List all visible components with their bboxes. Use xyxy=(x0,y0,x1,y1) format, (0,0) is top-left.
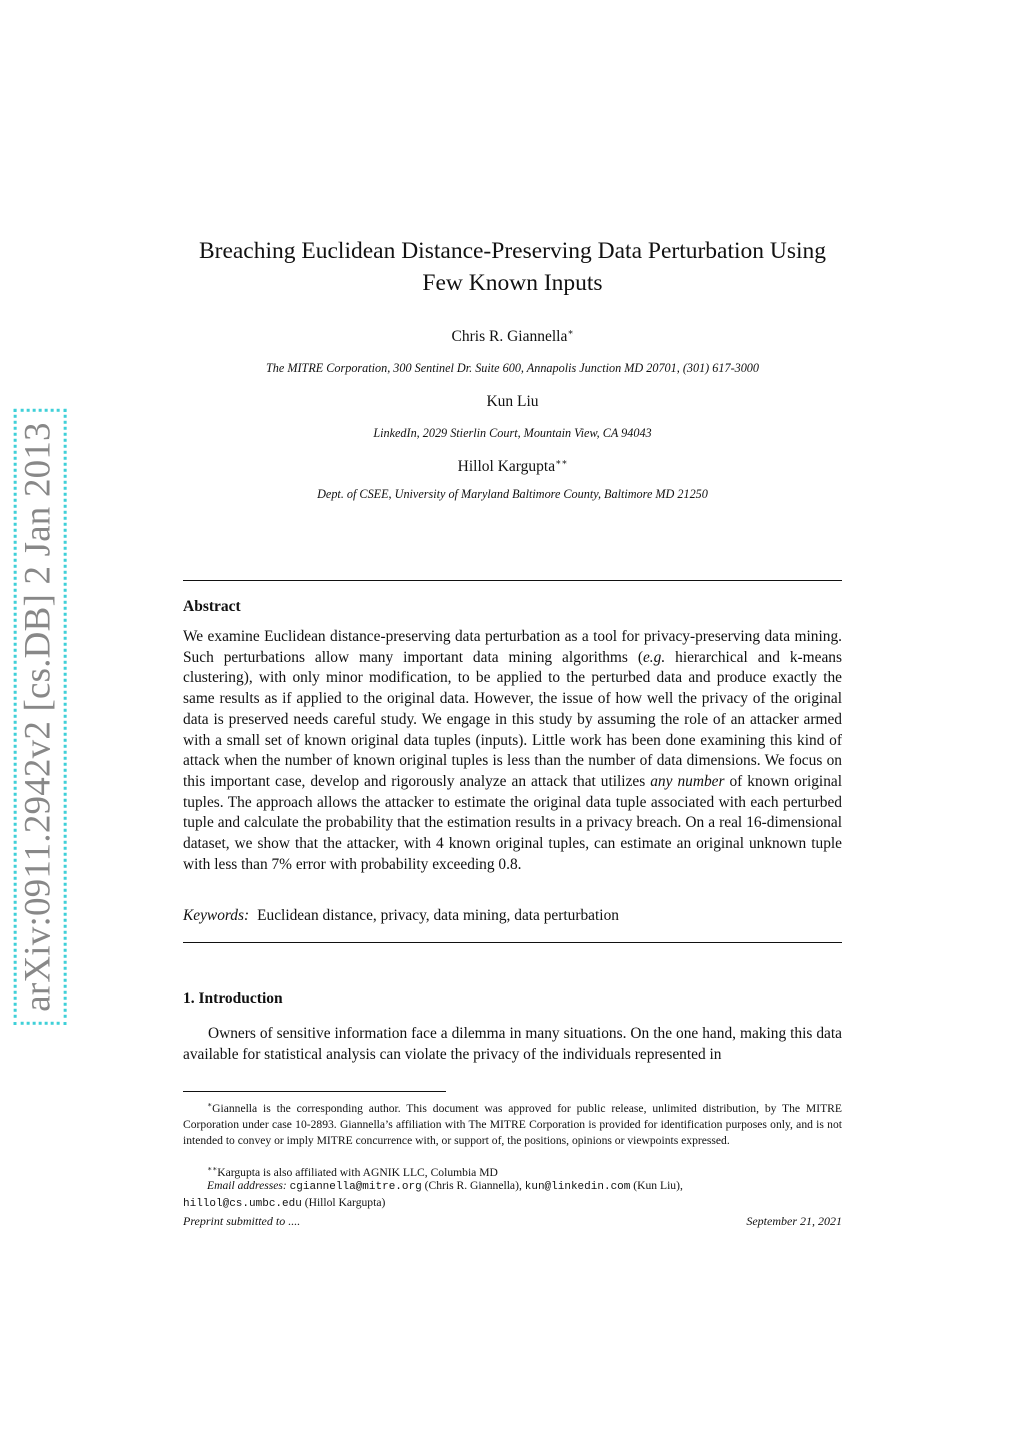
arxiv-stamp[interactable]: arXiv:0911.2942v2 [cs.DB] 2 Jan 2013 xyxy=(14,409,67,1025)
preprint-note: Preprint submitted to .... xyxy=(183,1214,301,1228)
footnote-1 xyxy=(183,1097,842,1149)
footnote-2-mark: ∗∗ xyxy=(207,1164,218,1173)
author-3-name: Hillol Kargupta xyxy=(457,458,556,476)
abstract-eg: e.g. xyxy=(642,648,666,666)
author-2-affiliation: LinkedIn, 2029 Stierlin Court, Mountain View, CA 94043 xyxy=(373,426,652,440)
arxiv-stamp-container xyxy=(12,422,68,1012)
footnote-1-text: Giannella is the corresponding author. This document was approved for public release, unlimited distribution, by The MITRE Corporation under case 10-2893. Giannella’s affiliation with The MITRE Corporation is provided for identification purposes only, and is not intended to convey or imply MITRE concurrence with, or support of, the positions, opinions or viewpoints expressed. xyxy=(183,1101,842,1147)
title-line-1: Breaching Euclidean Distance-Preserving Data Perturbation Using xyxy=(198,238,827,264)
abstract-part-3: of known original tuples. The approach allows the attacker to estimate the original data tuple associated with each perturbed tuple and calculate the probability that the estimation results in a privacy breach. On a real 16-dimensional dataset, we show that the attacker, with 4 known original tuples, can estimate an original unknown tuple with less than 7% error with probability exceeding 0.8. xyxy=(183,772,843,873)
section-heading-introduction: 1. Introduction xyxy=(183,990,283,1007)
author-3 xyxy=(183,457,842,476)
keywords-text: Euclidean distance, privacy, data mining, data perturbation xyxy=(257,907,619,924)
author-1-name: Chris R. Giannella xyxy=(451,328,568,346)
author-1-mark: ∗ xyxy=(567,327,574,337)
abstract-part-2: hierarchical and k-means clustering), with only minor modification, to be applied to the perturbed data and produce exactly the same results as if applied to the original data. However, the issue of how well the privacy of the original data is preserved needs careful study. We engage in this study by assuming the role of an attacker armed with a small set of known original data tuples (inputs). Little work has been done examining this kind of attack when the number of known original tuples is less than the number of data dimensions. We focus on this important case, develop and rigorously analyze an attack that utilizes xyxy=(183,648,842,790)
email-liu[interactable]: kun@linkedin.com xyxy=(524,1181,631,1193)
author-3-mark: ∗∗ xyxy=(555,457,568,467)
introduction-text: Owners of sensitive information face a dilemma in many situations. On the one hand, making this data available for statistical analysis can violate the privacy of the individuals represented in xyxy=(183,1025,842,1063)
email-giannella[interactable]: cgiannella@mitre.org xyxy=(289,1181,422,1193)
abstract-part-1: We examine Euclidean distance-preserving data perturbation as a tool for privacy-preserving data mining. Such perturbations allow many important data mining algorithms ( xyxy=(183,628,842,666)
footnote-1-mark: ∗ xyxy=(207,1100,213,1109)
keywords xyxy=(183,907,619,925)
email-giannella-name: (Chris R. Giannella), xyxy=(421,1179,525,1192)
title-line-2: Few Known Inputs xyxy=(422,270,603,296)
email-label: Email addresses: xyxy=(207,1179,287,1192)
abstract-bottom-rule xyxy=(183,942,842,943)
email-kargupta[interactable]: hillol@cs.umbc.edu xyxy=(183,1198,302,1210)
author-3-affiliation: Dept. of CSEE, University of Maryland Baltimore County, Baltimore MD 21250 xyxy=(317,487,708,501)
author-2 xyxy=(183,393,842,411)
author-2-name: Kun Liu xyxy=(486,393,539,410)
author-1 xyxy=(183,327,842,346)
abstract-top-rule xyxy=(183,580,842,581)
email-liu-name: (Kun Liu), xyxy=(630,1179,683,1192)
author-1-affiliation: The MITRE Corporation, 300 Sentinel Dr. Suite 600, Annapolis Junction MD 20701, (301) 617-3000 xyxy=(266,361,759,375)
abstract-any-number: any number xyxy=(650,772,725,790)
preprint-date: September 21, 2021 xyxy=(746,1214,842,1228)
abstract-heading: Abstract xyxy=(183,598,241,615)
footnote-emails xyxy=(183,1178,842,1212)
footnote-2-text: Kargupta is also affiliated with AGNIK LLC, Columbia MD xyxy=(217,1165,498,1179)
footnote-rule xyxy=(183,1091,446,1092)
paper-title xyxy=(183,235,842,299)
email-kargupta-name: (Hillol Kargupta) xyxy=(301,1196,386,1209)
abstract-text xyxy=(183,627,842,875)
keywords-label: Keywords: xyxy=(183,907,250,924)
